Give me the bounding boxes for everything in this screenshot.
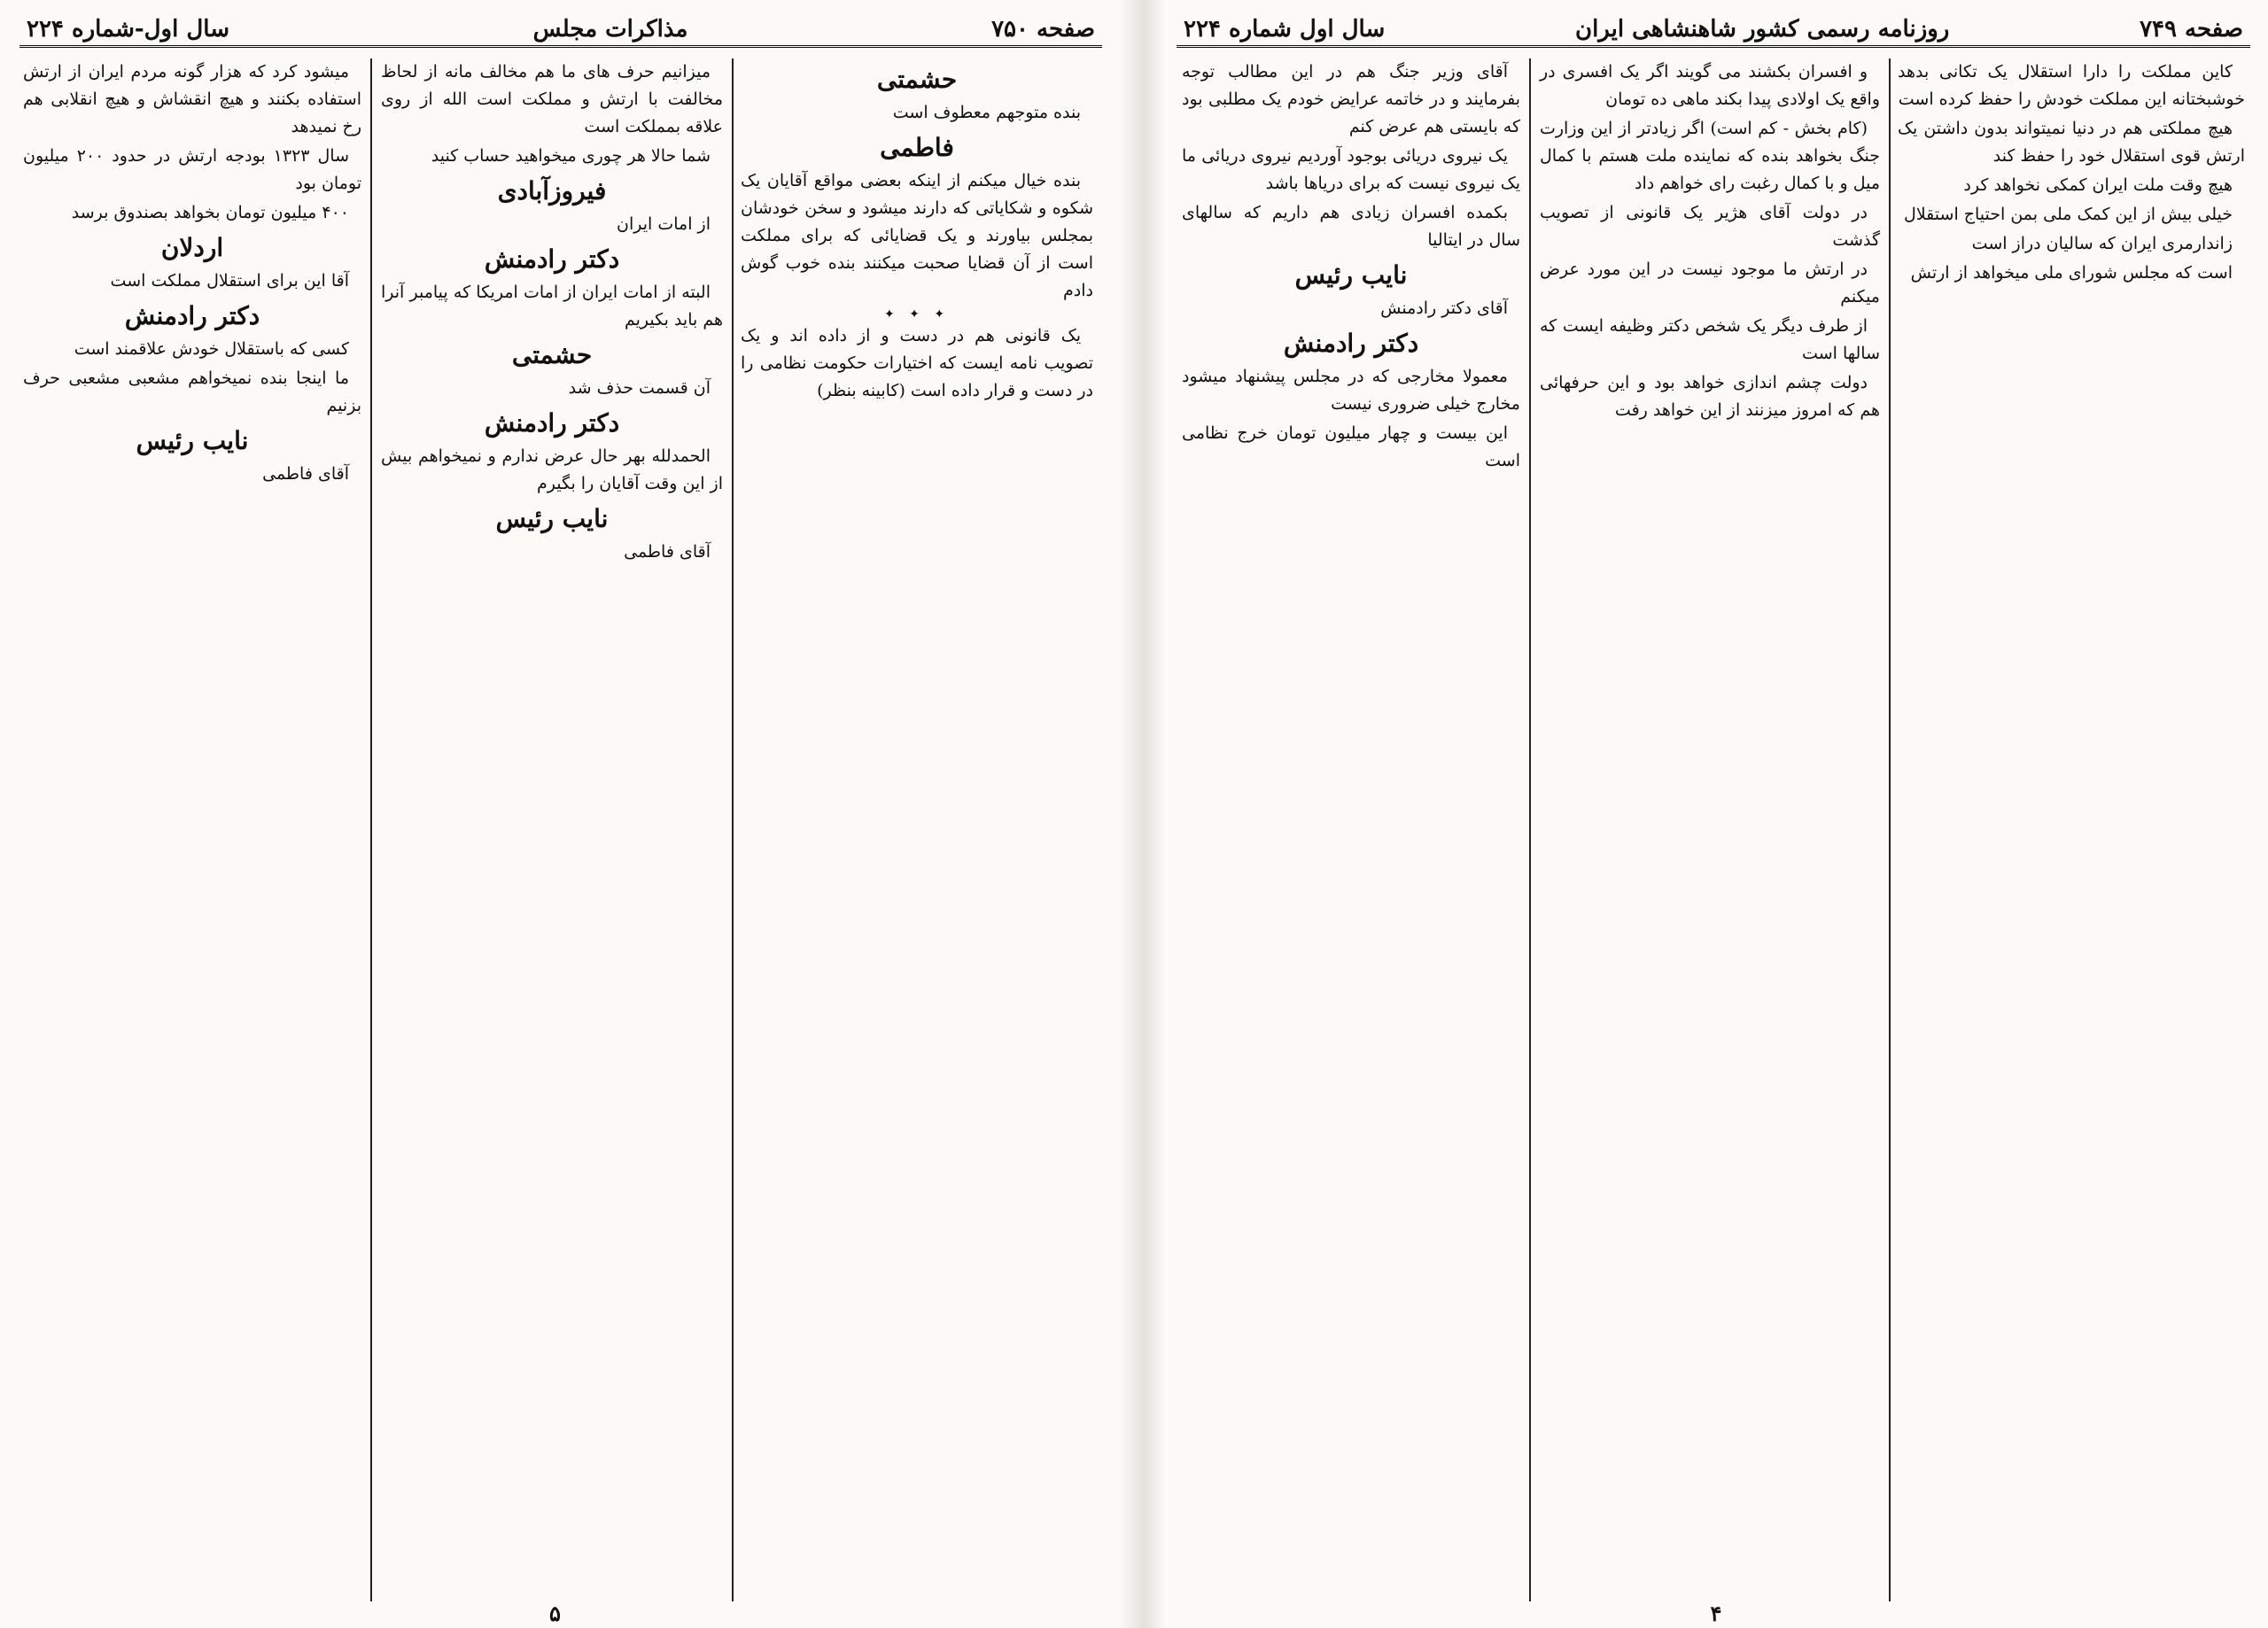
paragraph: در دولت آقای هژیر یک قانونی از تصویب گذشت bbox=[1540, 203, 1880, 250]
paragraph: از طرف دیگر یک شخص دکتر وظیفه ایست که سالها است bbox=[1540, 316, 1880, 363]
speaker-name: حشمتی bbox=[511, 340, 593, 369]
paragraph: شما حالا هر چوری میخواهید حساب کنید bbox=[431, 146, 711, 166]
paragraph: آن قسمت حذف شد bbox=[568, 378, 711, 398]
speaker-name: فیروزآبادی bbox=[497, 176, 607, 205]
paragraph: آقای فاطمی bbox=[262, 464, 349, 484]
right-page-number: صفحه ۷۴۹ bbox=[2140, 15, 2243, 43]
right-page-column-1 bbox=[1892, 58, 2250, 1601]
paragraph: ۴۰۰ میلیون تومان بخواهد بصندوق برسد bbox=[71, 203, 349, 222]
paragraph: این بیست و چهار میلیون تومان خرج نظامی است bbox=[1182, 423, 1520, 470]
paragraph: از امات ایران bbox=[617, 214, 711, 234]
paragraph: در ارتش ما موجود نیست در این مورد عرض میکنم bbox=[1540, 260, 1880, 306]
speaker-name: دکتر رادمنش bbox=[124, 301, 260, 330]
paragraph: بنده خیال میکنم از اینکه بعضی مواقع آقایان یک شکوه و شکایاتی که دارند میشود و سخن خودشان بمجلس بیاورند و یک قضایائی که برای مملکت است از آن قضایا صحبت میکنند بنده خوب گوش دادم bbox=[741, 171, 1093, 300]
paragraph: هیچ مملکتی هم در دنیا نمیتواند بدون داشتن یک ارتش قوی استقلال خود را حفظ کند bbox=[1898, 119, 2245, 166]
right-page-folio: ۴ bbox=[1710, 1601, 1722, 1626]
paragraph: میشود کرد که هزار گونه مردم ایران از ارتش استفاده بکنند و هیچ انقشاش و هیچ انقلابی هم رخ نمیدهد bbox=[23, 62, 361, 136]
speaker-name: حشمتی bbox=[876, 65, 958, 94]
left-page-column-1 bbox=[735, 58, 1099, 1601]
paragraph: آقا این برای استقلال مملکت است bbox=[110, 271, 349, 291]
column-rule bbox=[370, 58, 372, 1601]
paragraph: معمولا مخارجی که در مجلس پیشنهاد میشود مخارج خیلی ضروری نیست bbox=[1182, 367, 1520, 414]
right-page-issue: سال اول شماره ۲۲۴ bbox=[1184, 15, 1386, 43]
left-page-column-3 bbox=[18, 58, 367, 1601]
paragraph: میزانیم حرف های ما هم مخالف مانه از لحاظ مخالفت با ارتش و مملکت است الله از روی علاقه بمملکت است bbox=[381, 62, 723, 136]
left-page-issue: سال اول-شماره ۲۲۴ bbox=[27, 15, 229, 43]
paragraph: کسی که باستقلال خودش علاقمند است bbox=[74, 339, 349, 359]
paragraph: آقای وزیر جنگ هم در این مطالب توجه بفرمایند و در خاتمه عرایض خودم یک مطلبی بود که بایستی هم عرض کنم bbox=[1182, 62, 1520, 136]
speaker-name: دکتر رادمنش bbox=[1283, 329, 1419, 358]
left-page bbox=[0, 0, 1118, 1628]
speaker-name: دکتر رادمنش bbox=[484, 244, 620, 274]
paragraph: کاین مملکت را دارا استقلال یک تکانی بدهد خوشبختانه این مملکت خودش را حفظ کرده است bbox=[1898, 62, 2245, 109]
column-rule bbox=[732, 58, 734, 1601]
left-page-section: مذاکرات مجلس bbox=[532, 15, 688, 43]
book-gutter bbox=[1118, 0, 1164, 1628]
paragraph: (کام بخش - کم است) اگر زیادتر از این وزارت جنگ بخواهد بنده که نماینده ملت هستم با کمال میل و با کمال رغبت رای خواهم داد bbox=[1540, 119, 1880, 193]
paragraph: البته از امات ایران از امات امریکا که پیامبر آنرا هم باید بکیریم bbox=[381, 283, 723, 329]
left-page-folio: ۵ bbox=[549, 1601, 561, 1626]
column-rule bbox=[1529, 58, 1531, 1601]
right-page bbox=[1164, 0, 2268, 1628]
speaker-name: نایب رئیس bbox=[495, 504, 609, 533]
left-page-number: صفحه ۷۵۰ bbox=[991, 15, 1095, 43]
separator: ✦ ✦ ✦ bbox=[883, 307, 951, 322]
paragraph: دولت چشم اندازی خواهد بود و این حرفهائی هم که امروز میزنند از این خواهد رفت bbox=[1540, 373, 1880, 420]
column-rule bbox=[1889, 58, 1891, 1601]
paragraph: ما اینجا بنده نمیخواهم مشعبی مشعبی حرف بزنیم bbox=[23, 368, 361, 415]
speaker-name: دکتر رادمنش bbox=[484, 408, 620, 438]
paragraph: الحمدلله بهر حال عرض ندارم و نمیخواهم بیش از این وقت آقایان را بگیرم bbox=[381, 446, 723, 493]
speaker-name: نایب رئیس bbox=[1294, 260, 1408, 290]
paragraph: سال ۱۳۲۳ بودجه ارتش در حدود ۲۰۰ میلیون تومان بود bbox=[23, 146, 361, 193]
paragraph: و افسران بکشند می گویند اگر یک افسری در واقع یک اولادی پیدا بکند ماهی ده تومان bbox=[1540, 62, 1880, 109]
paragraph: است که مجلس شورای ملی میخواهد از ارتش bbox=[1910, 263, 2233, 283]
paragraph: یک نیروی دریائی بوجود آوردیم نیروی دریائی ما یک نیروی نیست که برای دریاها باشد bbox=[1182, 146, 1520, 193]
right-page-column-2 bbox=[1534, 58, 1885, 1601]
paragraph: هیچ وقت ملت ایران کمکی نخواهد کرد bbox=[1963, 175, 2233, 195]
speaker-name: فاطمی bbox=[880, 133, 954, 162]
right-page-section: روزنامه رسمی کشور شاهنشاهی ایران bbox=[1574, 15, 1950, 43]
paragraph: خیلی بیش از این کمک ملی بمن احتیاج استقلال bbox=[1904, 205, 2233, 224]
right-page-header bbox=[1177, 12, 2250, 48]
paragraph: بنده متوجهم معطوف است bbox=[892, 103, 1081, 122]
speaker-name: نایب رئیس bbox=[136, 426, 249, 455]
right-page-column-3 bbox=[1177, 58, 1526, 1601]
paragraph: بکمده افسران زیادی هم داریم که سالهای سال در ایتالیا bbox=[1182, 203, 1520, 250]
paragraph: زاندارمری ایران که سالیان دراز است bbox=[1971, 234, 2233, 253]
paragraph: آقای دکتر رادمنش bbox=[1380, 298, 1508, 318]
paragraph: آقای فاطمی bbox=[624, 542, 711, 562]
speaker-name: اردلان bbox=[160, 233, 224, 262]
left-page-column-2 bbox=[376, 58, 728, 1601]
paragraph: یک قانونی هم در دست و از داده اند و یک تصویب نامه ایست که اختیارات حکومت نظامی را در دست و قرار داده است (کابینه بنظر) bbox=[741, 326, 1093, 400]
left-page-header bbox=[19, 12, 1102, 48]
